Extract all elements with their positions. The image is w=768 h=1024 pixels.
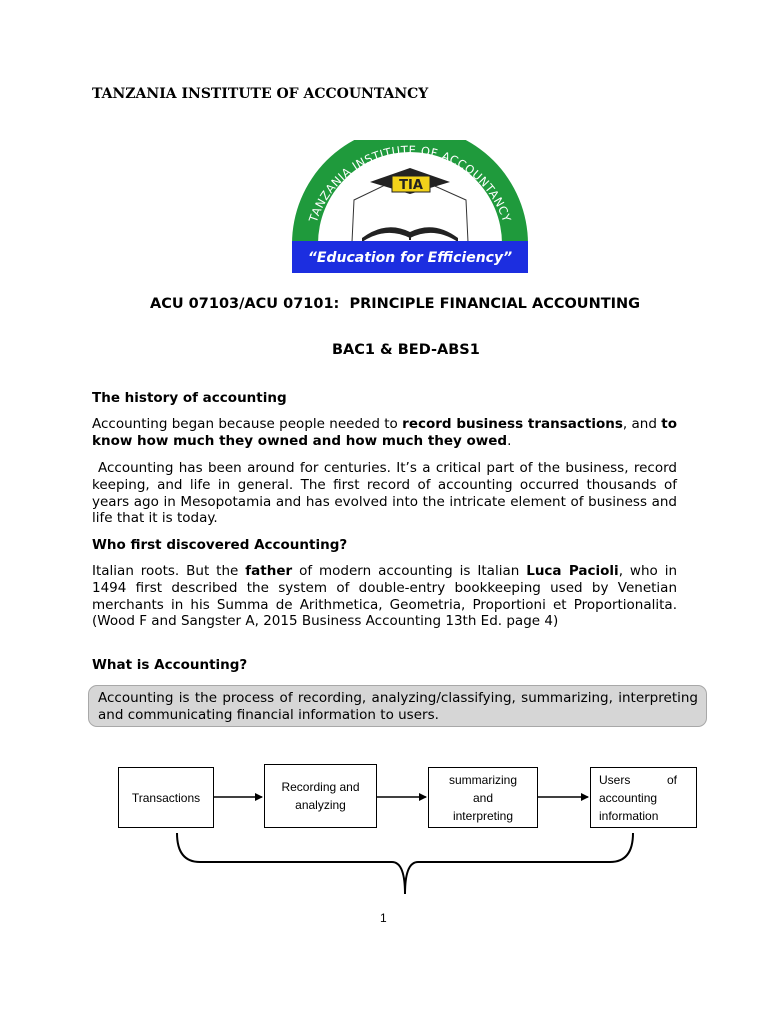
discovery-paragraph: Italian roots. But the father of modern accounting is Italian Luca Pacioli, who in 1494 first described the system of double-entry bookkeeping used by Venetian merchants in his Summa de Arithmetica, Geometria, Proportioni et Proportionalita. (Wood F and Sangster A, 2015 Business Accounting 13th Ed. page 4) <box>92 563 678 630</box>
flow-step-users <box>590 767 697 828</box>
curly-brace <box>177 833 633 894</box>
definition-heading: What is Accounting? <box>92 657 248 673</box>
definition-box: Accounting is the process of recording, analyzing/classifying, summarizing, interpreting and communicating financial information to users. <box>88 685 707 727</box>
tia-logo <box>290 140 530 274</box>
flow-step-label: interpreting <box>452 808 514 823</box>
logo-motto: “Education for Efficiency” <box>307 250 513 266</box>
flow-step-recording <box>264 764 377 828</box>
flow-step-label: accounting <box>599 790 658 805</box>
flow-step-label: Recording and <box>281 780 360 794</box>
flow-step-label: Transactions <box>131 790 201 805</box>
flow-step-transactions <box>118 767 214 828</box>
flow-step-label: and <box>472 790 494 805</box>
logo-arc-text: TANZANIA INSTITUTE OF ACCOUNTANCY <box>305 142 515 224</box>
discovery-heading: Who first discovered Accounting? <box>92 537 348 553</box>
course-title: ACU 07103/ACU 07101: PRINCIPLE FINANCIAL ACCOUNTING <box>150 296 641 312</box>
history-paragraph-2: Accounting has been around for centuries. It’s a critical part of the business, record keeping, and life in general. The first record of accounting occurred thousands of years ago in Mesopotamia and has evolved into the intricate element of business and life that it is today. <box>92 460 677 527</box>
program-codes: BAC1 & BED-ABS1 <box>332 342 480 358</box>
history-paragraph-1: Accounting began because people needed to record business transactions, and to know how much they owned and how much they owed. <box>92 416 678 449</box>
flow-step-label: information <box>599 808 659 823</box>
flow-step-label: summarizing <box>448 772 517 787</box>
page-number: 1 <box>380 911 387 925</box>
history-heading: The history of accounting <box>92 390 287 406</box>
logo-badge-text: TIA <box>399 178 423 193</box>
flow-step-label: Users of <box>599 772 678 787</box>
flow-step-label: analyzing <box>295 798 346 812</box>
flow-step-summarizing <box>428 767 538 828</box>
institute-name: TANZANIA INSTITUTE OF ACCOUNTANCY <box>92 86 429 102</box>
